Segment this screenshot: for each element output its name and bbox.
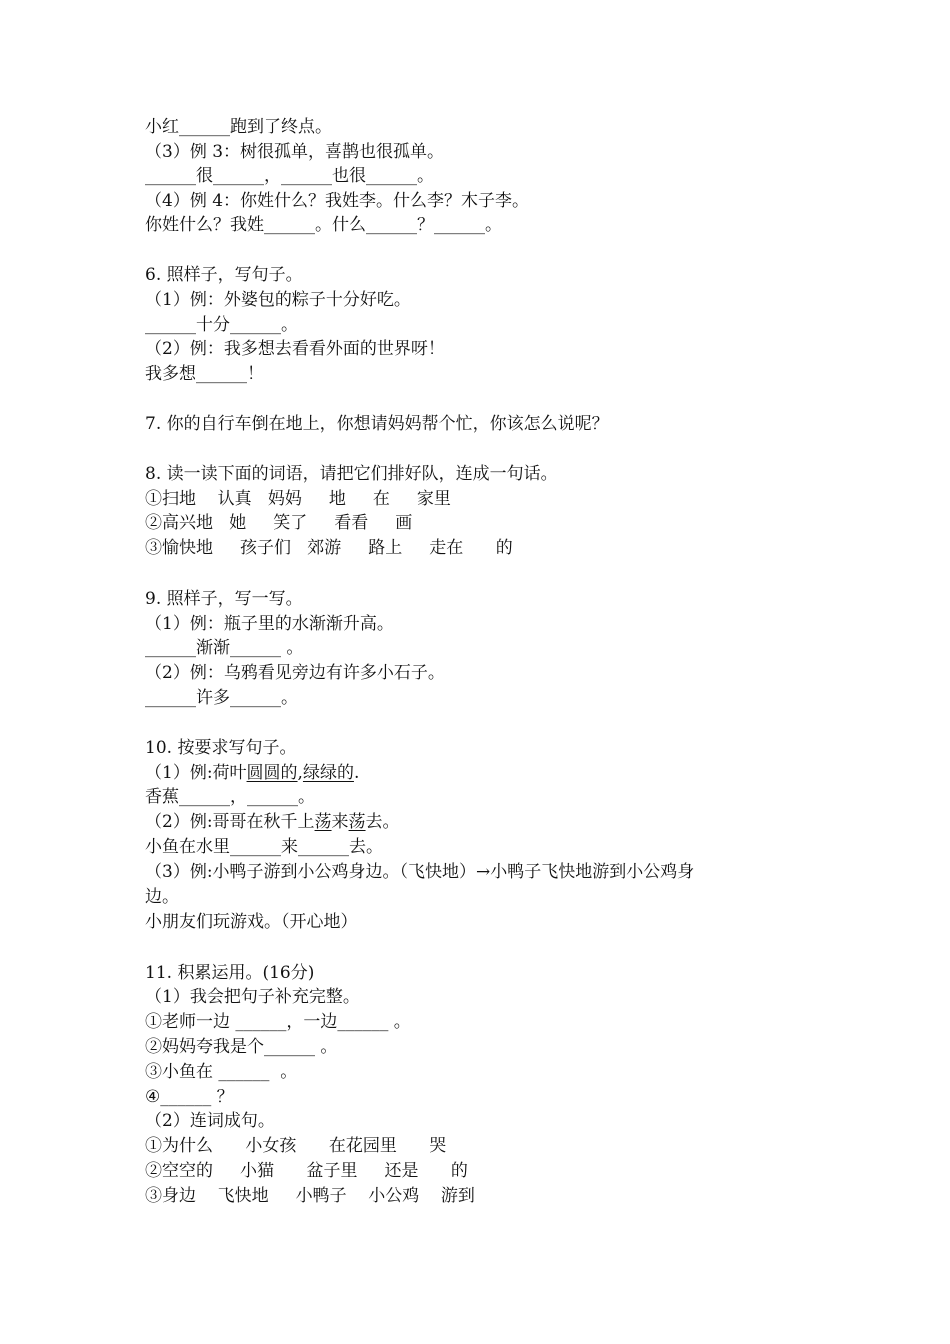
word-list-line: ③愉快地 孩子们 郊游 路上 走在 的: [145, 538, 513, 558]
question-title: 6. 照样子，写句子。: [145, 265, 303, 285]
sub-question: （1）我会把句子补充完整。: [145, 987, 360, 1007]
fill-in-line: ①老师一边 ______，一边______ 。: [145, 1012, 411, 1032]
example-line: （1）例：外婆包的粽子十分好吃。: [145, 290, 411, 310]
fill-in-line: 香蕉______，______。: [145, 787, 315, 807]
example-text: （2）例:哥哥在秋千上: [145, 812, 315, 832]
fill-in-line: ④______ ？: [145, 1087, 234, 1107]
prompt-line: 小朋友们玩游戏。（开心地）: [145, 912, 358, 932]
example-line: （2）例：乌鸦看见旁边有许多小石子。: [145, 663, 445, 683]
text-line: 小红______跑到了终点。: [145, 117, 332, 137]
question-title: 10. 按要求写句子。: [145, 738, 297, 758]
question-title: 8. 读一读下面的词语，请把它们排好队，连成一句话。: [145, 464, 558, 484]
fill-in-line: 小鱼在水里______来______去。: [145, 837, 383, 857]
word-list-line: ③身边 飞快地 小鸭子 小公鸡 游到: [145, 1186, 475, 1206]
example-line: [145, 811, 400, 833]
fill-in-line: ②妈妈夸我是个______ 。: [145, 1037, 338, 1057]
underlined-word: 绿绿的: [302, 763, 354, 783]
word-list-line: ①为什么 小女孩 在花园里 哭: [145, 1136, 447, 1156]
fill-in-line: 我多想______！: [145, 364, 264, 384]
example-line: （3）例 3：树很孤单，喜鹊也很孤单。: [145, 142, 445, 162]
underlined-word: 荡: [348, 812, 366, 832]
question-title: 7. 你的自行车倒在地上，你想请妈妈帮个忙，你该怎么说呢？: [145, 414, 609, 434]
example-text: ,: [297, 763, 303, 783]
fill-in-line: ______很______，______也很______。: [145, 166, 434, 186]
word-list-line: ①扫地 认真 妈妈 地 在 家里: [145, 489, 451, 509]
fill-in-line: ______十分______。: [145, 315, 298, 335]
underlined-word: 荡: [314, 812, 332, 832]
fill-in-line: ______许多______。: [145, 688, 298, 708]
example-text: 来: [331, 812, 349, 832]
example-line: [145, 762, 359, 784]
underlined-word: 圆圆的: [246, 763, 298, 783]
fill-in-line: ______渐渐______ 。: [145, 638, 304, 658]
example-line: （1）例：瓶子里的水渐渐升高。: [145, 614, 394, 634]
example-text: （1）例:荷叶: [145, 763, 247, 783]
fill-in-line: 你姓什么？我姓______。什么______？______。: [145, 215, 502, 235]
word-list-line: ②空空的 小猫 盆子里 还是 的: [145, 1161, 468, 1181]
example-text: .: [353, 763, 360, 783]
example-line-continued: 边。: [145, 887, 179, 907]
question-title: 9. 照样子，写一写。: [145, 589, 303, 609]
example-text: 去。: [365, 812, 400, 832]
question-title: 11. 积累运用。(16分): [145, 963, 315, 983]
fill-in-line: ③小鱼在 ______ 。: [145, 1062, 298, 1082]
example-line: （4）例 4：你姓什么？我姓李。什么李？木子李。: [145, 191, 530, 211]
example-line: （2）例：我多想去看看外面的世界呀！: [145, 339, 445, 359]
sub-question: （2）连词成句。: [145, 1111, 275, 1131]
example-line: （3）例:小鸭子游到小公鸡身边。（飞快地）→小鸭子飞快地游到小公鸡身: [145, 862, 695, 882]
word-list-line: ②高兴地 她 笑了 看看 画: [145, 513, 413, 533]
